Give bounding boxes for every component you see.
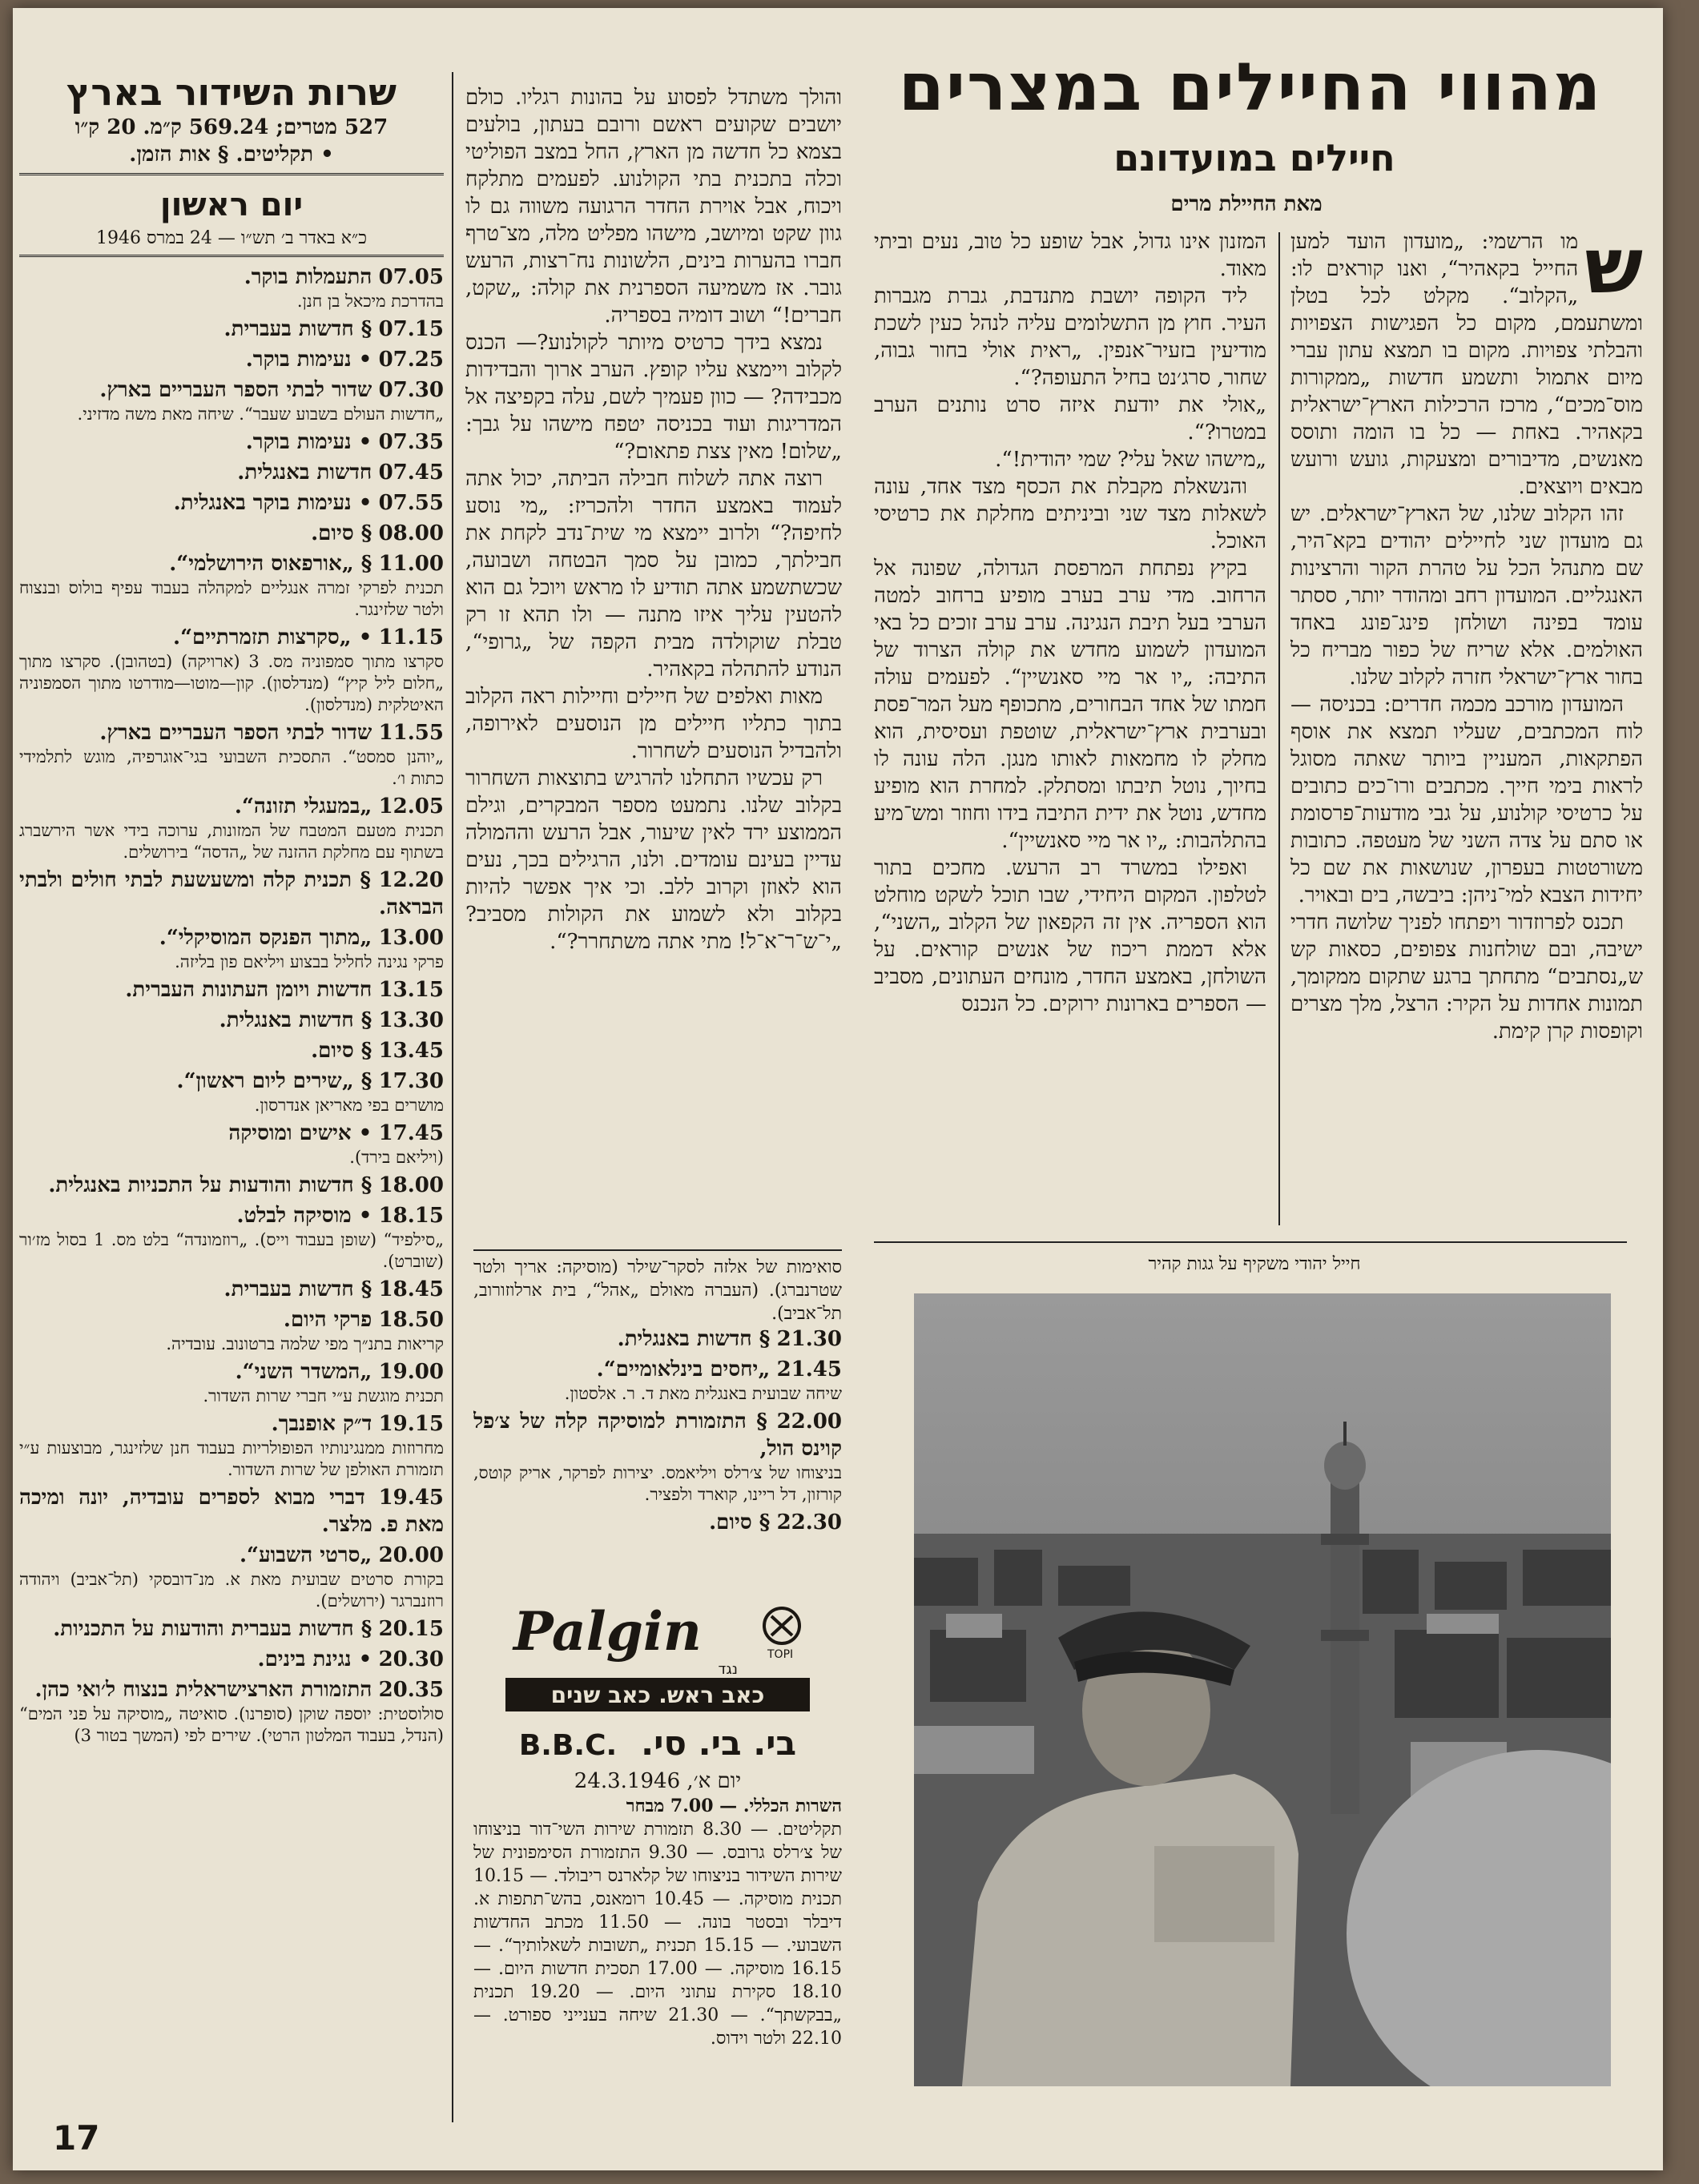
schedule-entry [19,316,444,343]
entry-title: התזמורת הארצישראלית בנצוח ל׳ואי כהן. [34,1678,372,1702]
schedule-entry [19,1172,444,1199]
schedule-entry [19,793,444,863]
entry-note: מושרים בפי מאריאן אנדרסון. [254,1096,444,1115]
palgin-brand-hebrew: נגד [718,1661,738,1678]
schedule-entry [19,1276,444,1303]
entry-note: שיחה שבועית באנגלית מאת ד. ר. אלסטון. [564,1384,842,1403]
entry-note: מחרוזות ממנגינותיו הפופולריות בעבוד חנן שלזינגר, מבוצעות ע״י תזמורת האולפן של שרות השדור. [19,1438,444,1479]
photo-caption: חייל יהודי משקיף על גגות קהיר [1148,1254,1361,1274]
entry-note: בקורת סרטים שבועית מאת א. מנ־דובסקי (תל־אביב) ויהודה רוזנברגר (ירושלים). [19,1570,444,1611]
entry-time: 19.00 [378,1360,444,1384]
entry-time: 21.30 [776,1327,842,1351]
soldier-photo-illustration [914,1293,1611,2086]
schedule-entry [19,489,444,517]
article-byline: מאת החיילת מרים [1170,192,1323,216]
palgin-brand: Palgin [513,1600,702,1663]
page-number: 17 [53,2118,100,2158]
article-subheadline: חיילים במועדונם [1113,136,1395,179]
entry-time: 18.45 [378,1277,444,1301]
schedule-entry [19,376,444,425]
entry-time: 20.15 [378,1617,444,1641]
article-paragraph: בקיץ נפתחת המרפסת הגדולה, שפונה אל הרחוב. מדי ערב בערב מופיע ברחוב למטה הערבי בעל תיבת הנגינה. ערב ערב זוכים כל באי המועדון לשמוע מחדש את קולה הצרוד של התיבה: „יו אר מיי סאנשיין“. לפעמים עולה חמתו של אחד הבחורים, מתכופף מעל המר־פסת ובערבית ארץ־ישראלית, שוטפת ועסיסית, הוא מחלק לו מחמאות לאותו מנגן. הלה עונה לו בחיוך, נוטל תיבתו ומסתלק. למחרת הוא מופיע מחדש, נוטל את ידית התיבה בידו וחוזר ומש־מיע בהתלהבות: „יו אר מיי סאנשיין“. [874,557,1266,853]
entry-time: 13.15 [378,978,444,1002]
entry-note: תכנית לפרקי זמרה אנגליים למקהלה בעבוד עפיף בולוס ובנצוח ולטר שלזינגר. [19,578,444,619]
entry-title: • אישים ומוסיקה [228,1121,372,1145]
entry-time: 07.35 [378,430,444,454]
article-paragraph: מאות ואלפים של חיילים וחיילות ראה הקלוב בתוך כתליו חיילים מן הנוסעים לאירופה, ולהבדיל הנוסעים לשחרור. [465,685,842,763]
schedule-entry [473,1509,842,1536]
entry-title: § „אורפאוס הירושלמי“. [169,552,372,576]
entry-title: • נעימות בוקר באנגלית. [173,491,372,515]
article-paragraph: והולך משתדל לפסוע על בהונות רגליו. כולם יושבים שקועים ראשם ורובם בעתון, בולעים בצמא כל חדשה מן הארץ, החל במצב הפוליטי וכלה בתכנית בתי הקולנוע. לפעמים מתלקח ויכוח, אבל אוירת החדר הרגועה משווה גם לו גוון שקט ומיושב, מישהו מפליט מלה, מצ־טרף חברו בהערות בינים, הלשונות נח־רצות, הרעש גובר. אז משמיעה הספרנית את קולה: „שקט, חברים!“ ושוב דומיה בספריה. [465,86,842,328]
entry-title: • נעימות בוקר. [245,430,372,454]
entry-time: 12.20 [378,868,444,892]
article-paragraph: רק עכשיו התחלנו להרגיש בתוצאות השחרור בקלוב שלנו. נתמעט מספר המבקרים, וגילם הממוצע ירד לאין שיעור, אבל הרעש וההמולה עדיין בעינם עומדים. ולנו, הרגילים בכך, נעים הוא לאוזן וקרוב ללב. וכי איך אפשר להיות בקלוב ולא לשמוע את הקולות מסביב? „י־ש־ר־א־ל! מתי אתה משתחרר?“. [465,766,842,954]
entry-time: 13.30 [378,1008,444,1032]
entry-time: 18.15 [378,1204,444,1228]
schedule-entry [19,1037,444,1064]
entry-title: שדור לבתי הספר העבריים בארץ. [99,378,372,402]
schedule-entry [19,1068,444,1116]
continued-list [473,1325,842,1536]
entry-title: דברי מבוא לספרים עובדיה, יונה ומיכה מאת פ. מלצר. [19,1486,444,1537]
entry-title: § סיום. [709,1510,771,1534]
entry-title: שדור לבתי הספר העבריים בארץ. [99,721,372,745]
schedule-list [19,263,444,1747]
schedule-entry [19,550,444,621]
entry-time: 07.15 [378,317,444,341]
entry-title: • נעימות בוקר. [245,348,372,372]
entry-time: 20.35 [378,1678,444,1702]
radio-schedule [19,70,444,2121]
schedule-date: כ״א באדר ב׳ תש״ו — 24 במרס 1946 [19,227,444,257]
schedule-entry [19,428,444,456]
entry-time: 07.05 [378,265,444,289]
schedule-entry [19,1646,444,1673]
palgin-logo [497,1594,818,1714]
entry-time: 19.45 [378,1486,444,1510]
bbc-title-latin: B.B.C. [518,1729,618,1762]
schedule-entry [19,1202,444,1273]
palgin-advertisement [497,1594,818,1714]
article-paragraph: ליד הקופה יושבת מתנדבת, גברת מגברות העיר. חוץ מן התשלומים עליה לנהל כעין לשכת מודיעין בזעיר־אנפין. „ראית אולי בחור גבוה, שחור, סרג׳נט בחיל התעופה?“. [874,284,1266,390]
entry-time: 20.30 [378,1647,444,1671]
entry-time: 22.30 [776,1510,842,1534]
article-paragraph: נמצא בידך כרטיס מיותר לקולנוע?— הכנס לקלוב ויימצא עליו קופץ. הערב ארוך והבדידות מכבידה? — כוון פעמיך לשם, עלה בקפיצה אל המדריגות ועוד בכניסה יטפח מישהו על גבך: „שלום! מאין צצת פתאום?“ [465,331,842,464]
entry-time: 13.45 [378,1039,444,1063]
cairo-rooftops-photo [914,1293,1611,2086]
entry-note: קריאות בתנ״ך מפי שלמה ברטונוב. עובדיה. [166,1334,444,1353]
schedule-entry [19,346,444,373]
schedule-entry [19,1306,444,1355]
palgin-badge: TOPI [767,1648,794,1661]
entry-note: „חדשות העולם בשבוע שעבר“. שיחה מאת משה מדזיני. [77,404,444,424]
entry-time: 07.45 [378,461,444,485]
entry-title: § „שירים ליום ראשון“. [176,1069,372,1093]
article-column-left [465,84,842,1237]
schedule-entry [19,1120,444,1168]
schedule-title: שרות השידור בארץ [66,70,397,114]
schedule-entry [19,924,444,973]
article-column-middle [874,228,1266,1229]
article-paragraph: תכנס לפרוזדור ויפתחו לפניך שלושה חדרי ישיבה, ובם שולחנות צפופים, כסאות קש ש„נסתבים“ מתחתך ברגע שתקום ממקומך, תמונות אחדות על הקיר: הרצל, מלך מצרים וקופסות קרן קימת. [1290,911,1643,1044]
bbc-day: יום א׳, 24.3.1946 [574,1769,742,1793]
entry-title: • מוסיקה לבלט. [236,1204,372,1228]
schedule-entry [19,1410,444,1481]
drop-cap: ש [1584,228,1643,311]
schedule-entry [19,1615,444,1643]
article-paragraph: „מישהו שאל עלי? שמי יהודית!“. [995,448,1266,472]
entry-note: סולוסטית: יוספה שוקן (סופרנו). סואיטה „מוסיקה על פני המים“ (הנדל, בעבוד המלטון הרטי). שירים לפי (המשך בטור 3) [19,1704,444,1745]
entry-time: 12.05 [378,794,444,818]
article-paragraph: המזנון אינו גדול, אבל שופע כל טוב, נעים וביתי מאוד. [874,230,1266,281]
entry-title: „סרטי השבוע“. [239,1543,372,1567]
entry-title: חדשות ויומן העתונות העברית. [125,978,372,1002]
entry-title: § חדשות בעברית. [223,317,372,341]
entry-note: „יוהנן סמסט“. התסכית השבועי בגי־אוגרפיה, מוגש לתלמידי כתות ו׳. [19,747,444,788]
schedule-legend: • תקליטים. § אות הזמן. [19,141,444,175]
schedule-entry [19,1542,444,1612]
article-paragraph: זהו הקלוב שלנו, של הארץ־ישראלים. יש גם מועדון שני לחיילים יהודים בקא־היר, שם מתנהל הכל על טהרת הקור והרצינות האנגליים. המועדון רחב ומהודר יותר, ססתר עומד בפינה ושולחן פינג־פונג באחד האולמים. אלא שריח של כפור מבריח כל בחור ארץ־ישראלי חזרה לקלוב שלנו. [1290,502,1643,690]
schedule-entry [19,520,444,547]
entry-title: פרקי היום. [283,1308,372,1332]
article-paragraph: „אולי את יודעת איזה סרט נותנים הערב במטרו?“. [874,393,1266,444]
entry-note: תכנית מוגשת ע״י חברי שרות השדור. [203,1386,444,1406]
entry-title: „במעגלי תזונה“. [234,794,372,818]
entry-note: בהדרכת מיכאל בן חנן. [296,292,444,311]
entry-time: 18.50 [378,1308,444,1332]
schedule-entry [473,1325,842,1353]
schedule-entry [19,1358,444,1407]
entry-time: 17.30 [378,1069,444,1093]
entry-title: התעמלות בוקר. [244,265,372,289]
entry-title: § חדשות והודעות על התכניות באנגלית. [48,1173,372,1197]
entry-note: „סילפיד“ (שופן בעבוד וייס). „רוזמונדה“ בלט מס. 1 בסול מז׳ור (שוברט). [19,1230,444,1271]
entry-note: סקרצו מתוך סמפוניה מס. 3 (ארויקה) (בטהובן). סקרצו מתוך „חלום ליל קיץ“ (מנדלסון). קון—מוטו—מודרטו מתוך הסמפוניה האיטלקית (מנדלסון). [19,652,444,714]
article-paragraph: ואפילו במשרד רב הרעש. מחכים בתור לטלפון. המקום היחידי, שבו תוכל לשקט מוחלט הוא הספריה. אין זה הקפאון של הקלוב „השני“, אלא דממת ריכוז של אנשים קוראים. על השולחן, באמצע החדר, מונחים העתונים, מסביב — הספרים בארונות ירוקים. כל הנכנס [874,856,1266,1016]
bbc-title-row [473,1722,842,1768]
schedule-entry [19,1007,444,1034]
entry-time: 20.00 [378,1543,444,1567]
article-paragraph: רוצה אתה לשלוח חבילה הביתה, יכול אתה לעמוד באמצע החדר ולהכריז: „מי נוסע לחיפה?“ ולרוב יימצא מי שית־נדב לקחת את חבילתך, כמובן על סמך הבטחה ושבועה, שכשתשמע אתה תודיע לו מראש ויוכל גם הוא להטעין עליך איזו מתנה — ולו תהא זו רק טבלת שוקולדה מבית הקפה של „גרופי“, הנודע להתהלה בקאהיר. [465,467,842,682]
entry-title: „מתוך הפנקס המוסיקלי“. [159,926,372,950]
entry-time: 17.45 [378,1121,444,1145]
article-paragraph: מו הרשמי: „מועדון הועד למען החייל בקאהיר“, ואנו קוראים לו: „הקלוב“. מקלט לכל בטלן ומשתעמם, מקום כל הפגישות הצפויות והבלתי צפויות. מקום בו תמצא עתון עברי מיום אתמול ותשמע חדשות „ממקורות מוס־מכים“, מרכז הרכילות הארץ־ישראלית בקאהיר. באחת — כל בו הומה ותוסס מאנשים, מדיבורים ומצעקות, גועש ורועש מבאים ויוצאים. [1290,230,1643,499]
entry-title: § חדשות בעברית והודעות על התכניות. [53,1617,372,1641]
entry-time: 21.45 [776,1357,842,1382]
entry-note: פרקי נגינה לחליל בבצוע ויליאם פון בליזה. [175,952,444,971]
entry-title: § סיום. [311,521,372,545]
column-divider [1278,232,1280,1225]
entry-time: 19.15 [378,1412,444,1436]
palgin-slogan: כאב ראש. כאב שנים [550,1682,765,1708]
schedule-continued [473,1249,842,1586]
bbc-listing [473,1722,842,2138]
article-separator [874,1241,1627,1243]
entry-title: § תכנית קלה ומשעשעת לבתי חולים ולבתי הבראה. [19,868,444,919]
article-headline: מהווי החיילים במצרים [898,50,1603,126]
entry-note: (ויליאם בירד). [349,1148,444,1167]
article-paragraph: המועדון מורכב מכמה חדרים: בכניסה — לוח המכתבים, שעליו תמצא את אוסף הפתקאות, המעניין ביותר שאתה מסוגל לראות בימי חייך. מכתבים ורו־כים כתובים על כרטיסי קולנוע, על גבי מודעות־פרסומת או סתם על צדה השני של מעטפה. כתובות משורטטות בעפרון, שנושאות את שם כל יחידות הצבא למי־ניהן: ביבשה, בים ובאויר. [1290,693,1643,907]
schedule-entry [19,867,444,921]
entry-title: ד״ק אופנבך. [271,1412,372,1436]
entry-title: • „סקרצות תזמרתיים“. [173,625,372,650]
schedule-day: יום ראשון [159,187,304,223]
schedule-entry [473,1408,842,1506]
entry-time: 08.00 [378,521,444,545]
entry-title: „המשדר השני“. [235,1360,372,1384]
article-column-right [1290,228,1643,1229]
schedule-entry [19,1484,444,1538]
bbc-header: השרות הכללי. — 7.00 מבחר [626,1796,842,1816]
entry-title: § סיום. [311,1039,372,1063]
entry-time: 07.30 [378,378,444,402]
schedule-entry [19,719,444,790]
entry-time: 11.55 [378,721,444,745]
entry-time: 22.00 [776,1410,842,1434]
entry-title: • נגינת בינים. [257,1647,372,1671]
article-paragraph: והנשאלת מקבלת את הכסף מצד אחד, עונה לשאלות מצד שני וביניתים מחלקת את כרטיסי האוכל. [874,475,1266,553]
continued-intro: סואימות של אלזה לסקר־שילר (מוסיקה: אריך ולטר שטרנברג). (העברה מאולם „אהל“, בית ארלוזורוב, תל־אביב). [473,1257,842,1324]
entry-time: 18.00 [378,1173,444,1197]
schedule-frequency: 527 מטרים; 569.24 ק״מ. 20 ק״ו [74,115,389,139]
magazine-page [13,8,1663,2170]
schedule-entry [473,1356,842,1405]
entry-title: § חדשות באנגלית. [219,1008,372,1032]
entry-time: 13.00 [378,926,444,950]
entry-title: § חדשות באנגלית. [617,1327,771,1351]
entry-time: 07.25 [378,348,444,372]
entry-title: „יחסים בינלאומיים“. [596,1357,771,1382]
bbc-title: בי. בי. סי. [641,1723,797,1763]
schedule-entry [19,976,444,1004]
entry-title: § חדשות בעברית. [223,1277,372,1301]
schedule-entry [19,1676,444,1747]
entry-time: 11.00 [378,552,444,576]
schedule-entry [19,624,444,716]
column-divider [452,72,453,2122]
bbc-body: תקליטים. — 8.30 תזמורת שירות השי־דור בניצוחו של צ׳רלס גרובס. — 9.30 התזמורת הסימפונית של שירות השידור בניצוחו של קלארנס ריבולד. — 10.15 תכנית מוסיקה. — 10.45 רומאנס, בהש־תתפות א. דיבלר ובסטר בונה. — 11.50 מכתב החדשות השבועי. — 15.15 תכנית „תשובות לשאלותיך“. — 16.15 מוסיקה. — 17.00 תסכית חדשות היום. — 18.10 סקירת עתוני היום. — 19.20 תכנית „בבקשתך“. — 21.30 שיחה בענייני ספורט. — 22.10 ולטר וידוס. [473,1820,842,2049]
entry-title: חדשות באנגלית. [237,461,372,485]
entry-note: תכנית מטעם המטבח של המזונות, ערוכה בידי אשר הירשברג בשתוף עם מחלקת ההזנה של „הדסה“ בירושלים. [19,821,444,862]
entry-note: בניצוחו של צ׳רלס ויליאמס. יצירות לפרקר, אריק קוטס, קורזון, דל ריינו, קוארד ולפציר. [473,1463,842,1504]
rule [473,1249,842,1251]
schedule-entry [19,459,444,486]
entry-title: § התזמורת למוסיקה קלה של צ׳פל קוינס הול, [473,1410,842,1461]
entry-time: 11.15 [378,625,444,650]
entry-time: 07.55 [378,491,444,515]
schedule-entry [19,263,444,312]
